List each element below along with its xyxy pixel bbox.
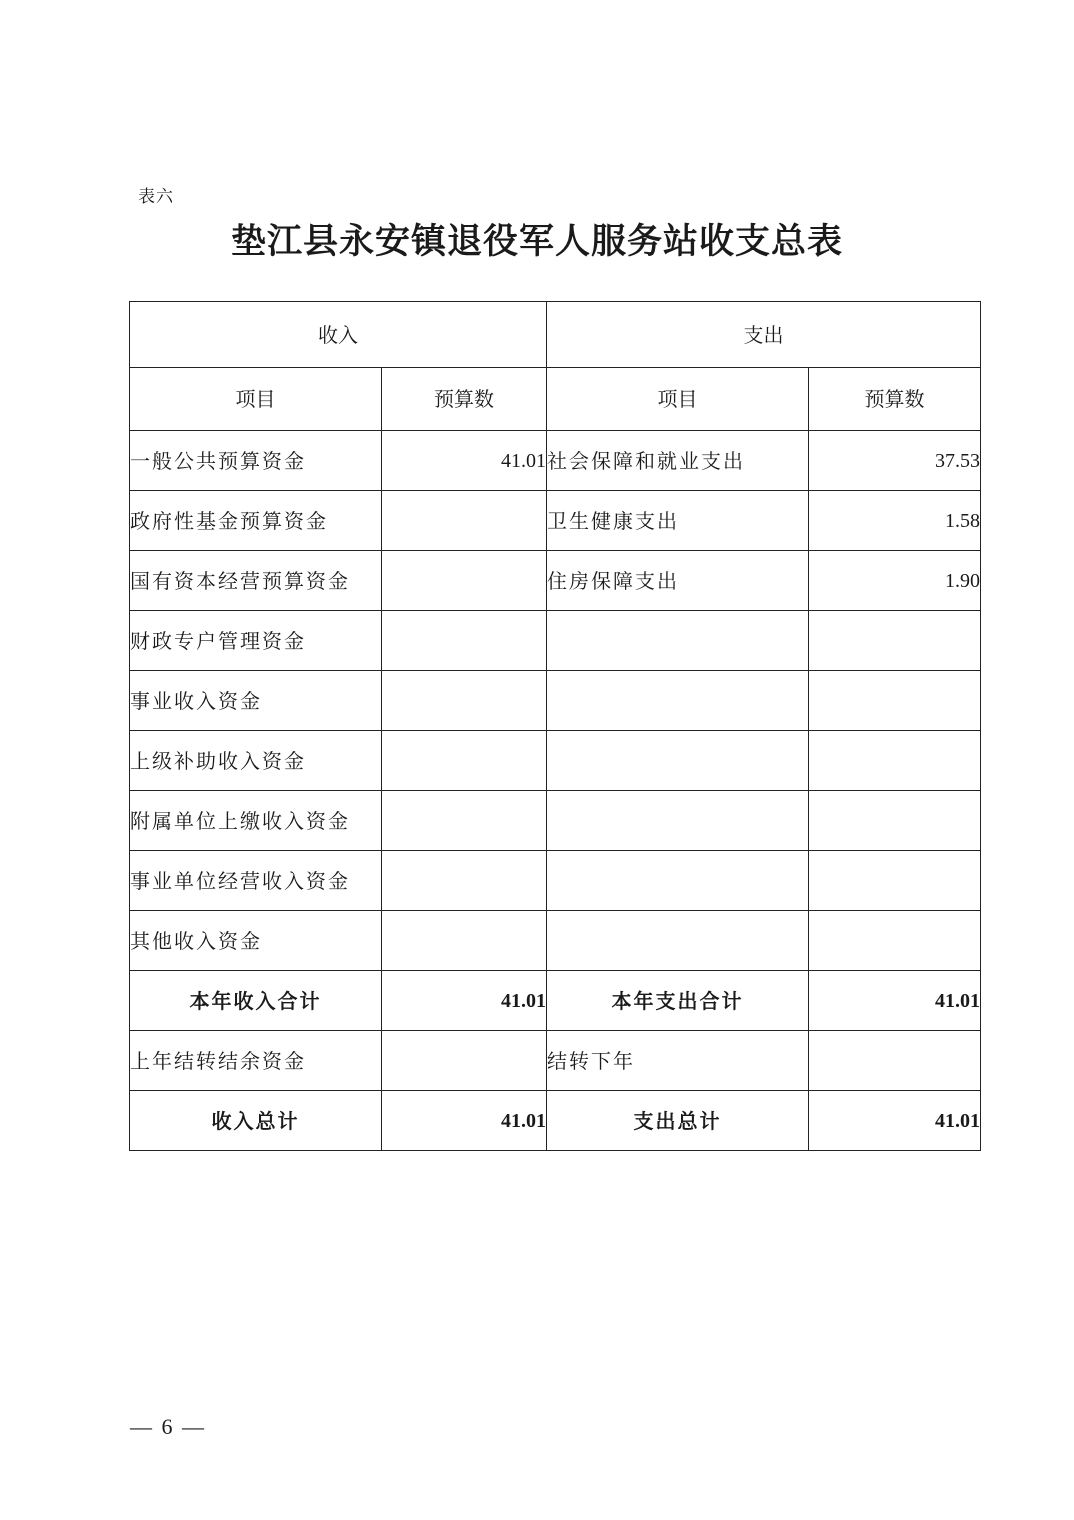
prior-year-carryover-value [382, 1031, 547, 1091]
table-row [130, 671, 981, 731]
table-column-header-row [130, 368, 981, 431]
table-row [130, 911, 981, 971]
income-budget-cell [382, 671, 547, 731]
income-item-cell: 附属单位上缴收入资金 [130, 791, 382, 851]
expense-budget-cell [809, 911, 981, 971]
income-budget-cell: 41.01 [382, 431, 547, 491]
expense-item-cell [547, 731, 809, 791]
grand-total-row [130, 1091, 981, 1151]
page-number: — 6 — [130, 1414, 206, 1439]
income-grand-total-value: 41.01 [382, 1091, 547, 1151]
expense-budget-cell [809, 731, 981, 791]
expense-item-cell: 社会保障和就业支出 [547, 431, 809, 491]
expense-budget-column-header: 预算数 [809, 368, 981, 431]
year-total-row [130, 971, 981, 1031]
income-item-cell: 财政专户管理资金 [130, 611, 382, 671]
income-group-header: 收入 [130, 302, 547, 368]
income-expense-summary-table [129, 301, 981, 1151]
next-year-carryover-value [809, 1031, 981, 1091]
expense-budget-cell [809, 851, 981, 911]
expense-grand-total-value: 41.01 [809, 1091, 981, 1151]
income-budget-cell [382, 551, 547, 611]
expense-group-header: 支出 [547, 302, 981, 368]
expense-item-cell [547, 611, 809, 671]
income-budget-cell [382, 791, 547, 851]
income-item-cell: 国有资本经营预算资金 [130, 551, 382, 611]
income-budget-cell [382, 851, 547, 911]
expense-grand-total-label: 支出总计 [547, 1091, 809, 1151]
income-item-cell: 政府性基金预算资金 [130, 491, 382, 551]
expense-budget-cell: 1.58 [809, 491, 981, 551]
table-row [130, 431, 981, 491]
expense-item-cell: 卫生健康支出 [547, 491, 809, 551]
income-item-cell: 事业收入资金 [130, 671, 382, 731]
income-budget-cell [382, 731, 547, 791]
expense-budget-cell: 37.53 [809, 431, 981, 491]
income-item-cell: 事业单位经营收入资金 [130, 851, 382, 911]
year-expense-total-label: 本年支出合计 [547, 971, 809, 1031]
expense-budget-cell [809, 611, 981, 671]
prior-year-carryover-label: 上年结转结余资金 [130, 1031, 382, 1091]
table-label: 表六 [138, 187, 174, 207]
document-title: 垫江县永安镇退役军人服务站收支总表 [230, 221, 843, 262]
expense-item-cell [547, 851, 809, 911]
income-budget-cell [382, 611, 547, 671]
next-year-carryover-label: 结转下年 [547, 1031, 809, 1091]
income-item-column-header: 项目 [130, 368, 382, 431]
year-income-total-value: 41.01 [382, 971, 547, 1031]
expense-item-column-header: 项目 [547, 368, 809, 431]
income-grand-total-label: 收入总计 [130, 1091, 382, 1151]
expense-budget-cell: 1.90 [809, 551, 981, 611]
table-row [130, 611, 981, 671]
expense-item-cell [547, 671, 809, 731]
expense-budget-cell [809, 671, 981, 731]
year-expense-total-value: 41.01 [809, 971, 981, 1031]
table-row [130, 491, 981, 551]
table-row [130, 551, 981, 611]
income-item-cell: 其他收入资金 [130, 911, 382, 971]
income-item-cell: 一般公共预算资金 [130, 431, 382, 491]
table-row [130, 851, 981, 911]
income-item-cell: 上级补助收入资金 [130, 731, 382, 791]
income-budget-cell [382, 491, 547, 551]
year-income-total-label: 本年收入合计 [130, 971, 382, 1031]
income-budget-column-header: 预算数 [382, 368, 547, 431]
carryover-row [130, 1031, 981, 1091]
expense-budget-cell [809, 791, 981, 851]
expense-item-cell [547, 791, 809, 851]
expense-item-cell [547, 911, 809, 971]
income-budget-cell [382, 911, 547, 971]
table-group-header-row [130, 302, 981, 368]
expense-item-cell: 住房保障支出 [547, 551, 809, 611]
table-row [130, 791, 981, 851]
table-row [130, 731, 981, 791]
